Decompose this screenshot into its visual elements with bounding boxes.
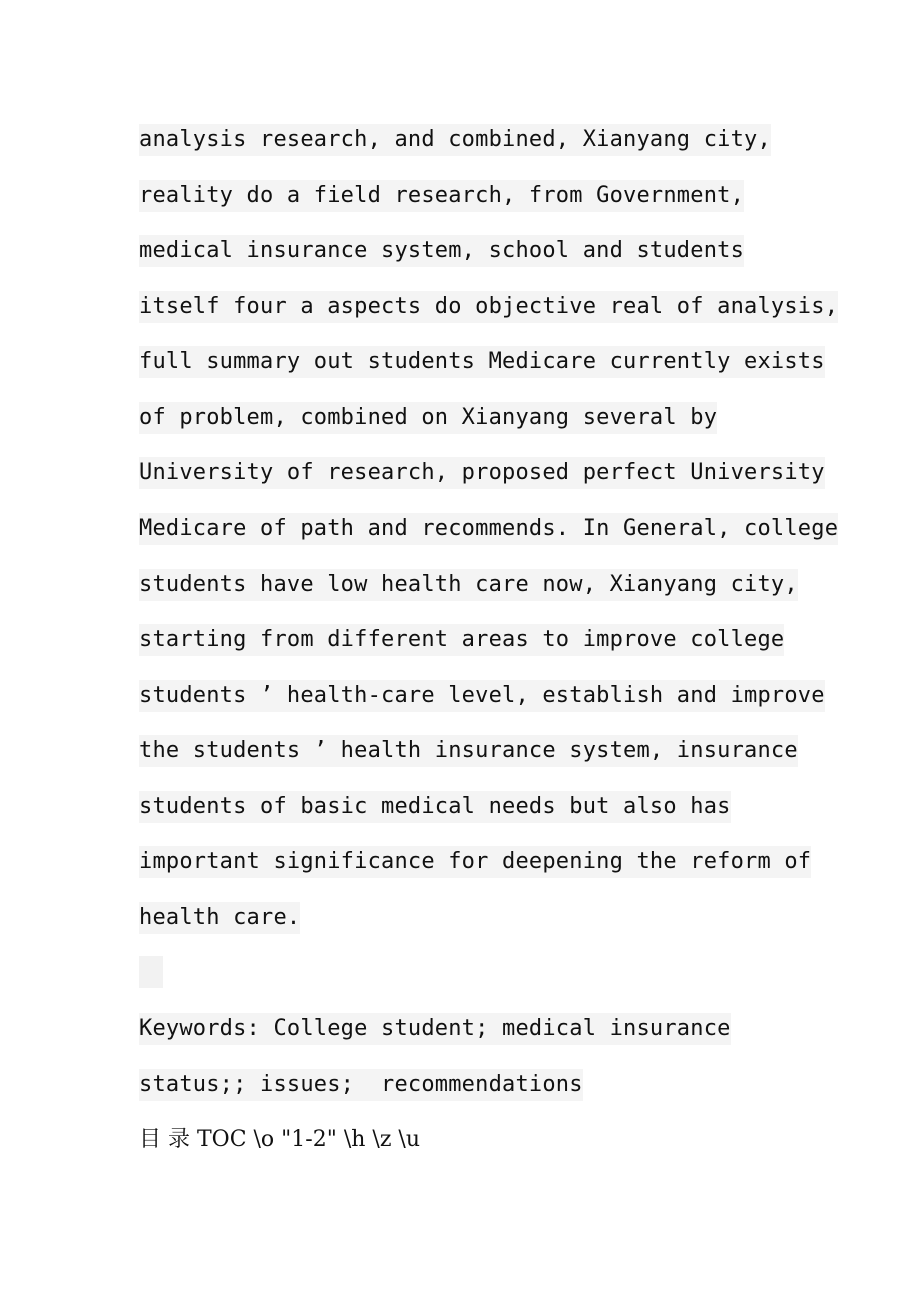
abstract-line: students of basic medical needs but also has xyxy=(139,791,731,823)
abstract-line: analysis research, and combined, Xianyang city, xyxy=(139,124,771,156)
keywords-line: status;; issues; recommendations xyxy=(139,1069,583,1101)
abstract-line: University of research, proposed perfect University xyxy=(139,457,825,489)
abstract-line: students have low health care now, Xianyang city, xyxy=(139,569,798,601)
blank-paragraph-mark xyxy=(139,956,163,988)
abstract-line: Medicare of path and recommends. In General, college xyxy=(139,513,838,545)
abstract-line: health care. xyxy=(139,902,300,934)
abstract-line: reality do a field research, from Government, xyxy=(139,180,744,212)
abstract-line: important significance for deepening the reform of xyxy=(139,846,811,878)
abstract-line: of problem, combined on Xianyang several by xyxy=(139,402,717,434)
abstract-line: medical insurance system, school and students xyxy=(139,235,744,267)
abstract-line: the students ’ health insurance system, insurance xyxy=(139,735,798,767)
abstract-line: students ’ health-care level, establish and improve xyxy=(139,680,825,712)
toc-field-code: 目 录 TOC \o "1-2" \h \z \u xyxy=(139,1127,420,1152)
abstract-line: starting from different areas to improve college xyxy=(139,624,784,656)
abstract-line: itself four a aspects do objective real of analysis, xyxy=(139,291,838,323)
keywords-line: Keywords: College student; medical insurance xyxy=(139,1013,731,1045)
abstract-line: full summary out students Medicare currently exists xyxy=(139,346,825,378)
